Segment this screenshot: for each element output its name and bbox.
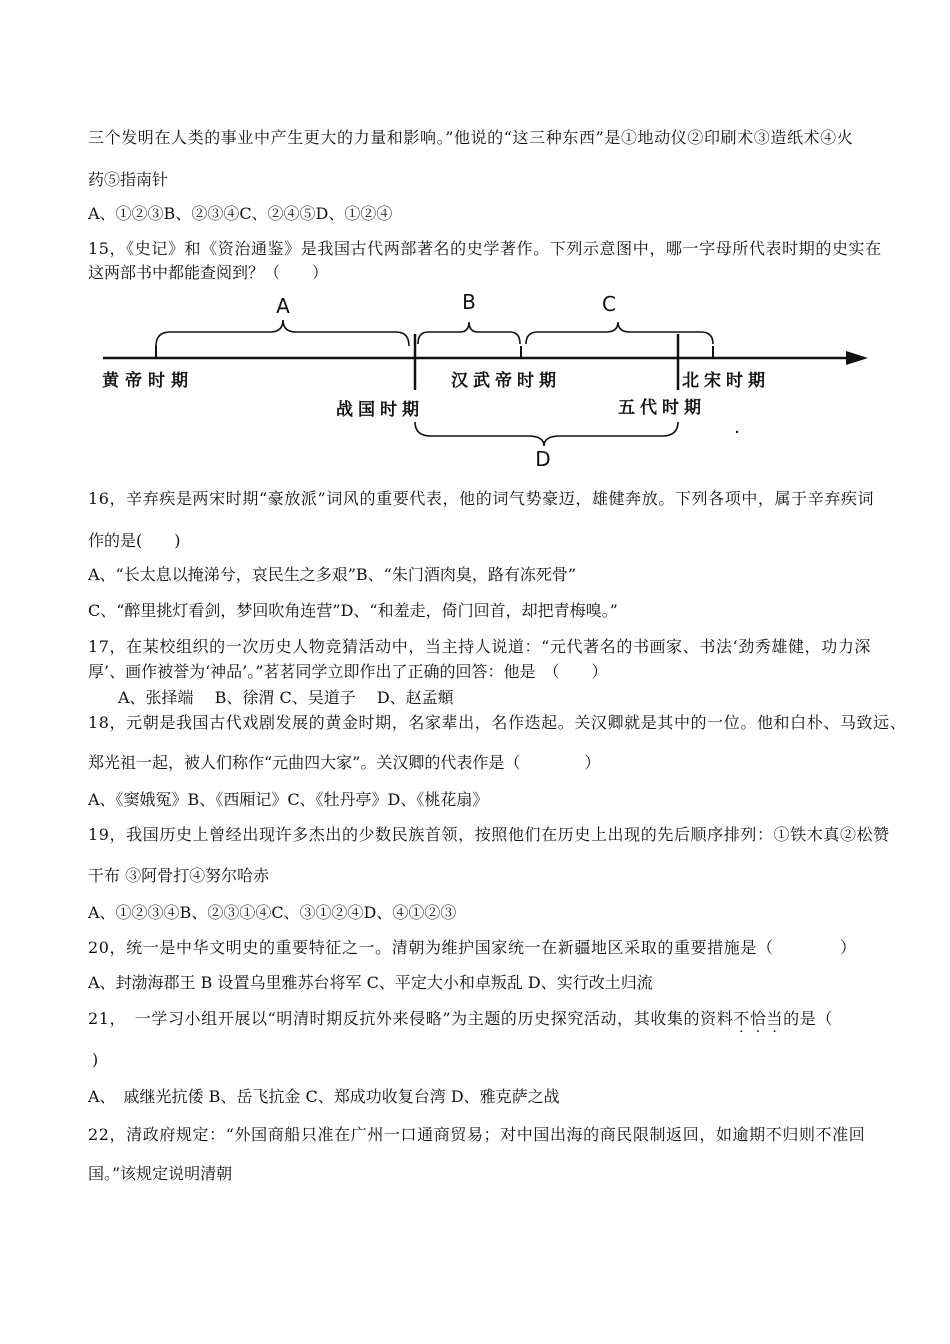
- period-wudai: 五代时期: [618, 398, 706, 418]
- q21-text-after: 的是（: [783, 1009, 833, 1028]
- q20-text-line1: 20，统一是中华文明史的重要特征之一。清朝为维护国家统一在新疆地区采取的重要措施是（ ）: [88, 938, 857, 957]
- q14-text-line2: 药⑤指南针: [88, 170, 169, 189]
- q14-text-line1: 三个发明在人类的事业中产生更大的力量和影响。”他说的“这三种东西”是①地动仪②印刷术③造纸术④火: [88, 128, 854, 147]
- emphasis-char: 不: [733, 1009, 750, 1028]
- q22-text-line1: 22，清政府规定：“外国商船只准在广州一口通商贸易；对中国出海的商民限制返回，如逾期不归则不准回: [88, 1125, 866, 1144]
- q21-options: A、 戚继光抗倭 B、岳飞抗金 C、郑成功收复台湾 D、雅克萨之战: [88, 1087, 560, 1106]
- brace-a: [156, 320, 409, 346]
- timeline-arrow-icon: [846, 351, 868, 365]
- brace-b: [418, 322, 520, 344]
- q16-options-2: C、“醉里挑灯看剑，梦回吹角连营”D、“和羞走，倚门回首，却把青梅嗅。”: [88, 601, 618, 620]
- label-d: D: [535, 447, 551, 471]
- q21-text-line2: ): [92, 1050, 99, 1069]
- q18-options: A、《窦娥冤》B、《西厢记》C、《牡丹亭》D、《桃花扇》: [88, 790, 489, 809]
- brace-c: [526, 322, 713, 344]
- q17-options: A、张择端 B、徐渭 C、吴道子 D、赵孟頫: [118, 688, 454, 707]
- q14-options: A、①②③B、②③④C、②④⑤D、①②④: [88, 204, 393, 223]
- period-beisong: 北宋时期: [682, 371, 770, 391]
- q21-text-line1: [88, 1009, 833, 1029]
- label-a: A: [276, 294, 290, 318]
- period-zhanguo: 战国时期: [336, 400, 424, 420]
- q18-text-line1: 18，元朝是我国古代戏剧发展的黄金时期，名家辈出，名作迭起。关汉卿就是其中的一位。他和白朴、马致远、: [88, 713, 907, 732]
- period-hanwudi: 汉武帝时期: [451, 371, 561, 391]
- label-c: C: [602, 292, 616, 316]
- period-huangdi: 黄帝时期: [102, 371, 194, 391]
- q16-text-line2: 作的是( ): [88, 531, 181, 550]
- stray-dot: [736, 431, 738, 433]
- q16-options-1: A、“长太息以掩涕兮，哀民生之多艰”B、“朱门酒肉臭，路有冻死骨”: [88, 565, 577, 584]
- q16-text-line1: 16，辛弃疾是两宋时期“豪放派”词风的重要代表，他的词气势豪迈，雄健奔放。下列各项中，属于辛弃疾词: [88, 489, 875, 508]
- q19-text-line1: 19，我国历史上曾经出现许多杰出的少数民族首领，按照他们在历史上出现的先后顺序排列：①铁木真②松赞: [88, 825, 890, 844]
- q19-options: A、①②③④B、②③①④C、③①②④D、④①②③: [88, 903, 457, 922]
- label-b: B: [462, 290, 476, 314]
- q18-text-line2: 郑光祖一起，被人们称作“元曲四大家”。关汉卿的代表作是（ ）: [88, 753, 601, 772]
- timeline-diagram: [98, 290, 878, 475]
- brace-d: [415, 422, 678, 446]
- q15-text-line2: 这两部书中都能查阅到？（ ）: [88, 263, 329, 282]
- q22-text-line2: 国。”该规定说明清朝: [88, 1164, 233, 1183]
- emphasis-char: 当: [766, 1009, 784, 1028]
- q21-text-before: 21， 一学习小组开展以“明清时期反抗外来侵略”为主题的历史探究活动，其收集的资料: [88, 1009, 734, 1028]
- q17-text-line2: 厚’、画作被誉为‘神品’。”茗茗同学立即作出了正确的回答：他是 （ ）: [88, 662, 608, 681]
- q15-text-line1: 15，《史记》和《资治通鉴》是我国古代两部著名的史学著作。下列示意图中，哪一字母所代表时期的史实在: [88, 239, 882, 258]
- q19-text-line2: 干布 ③阿骨打④努尔哈赤: [88, 866, 270, 885]
- q20-options: A、封渤海郡王 B 设置乌里雅苏台将军 C、平定大小和卓叛乱 D、实行改土归流: [88, 973, 653, 992]
- q17-text-line1: 17，在某校组织的一次历史人物竞猜活动中，当主持人说道：“元代著名的书画家、书法‘劲秀雄健，功力深: [88, 637, 872, 656]
- emphasis-char: 恰: [749, 1009, 767, 1028]
